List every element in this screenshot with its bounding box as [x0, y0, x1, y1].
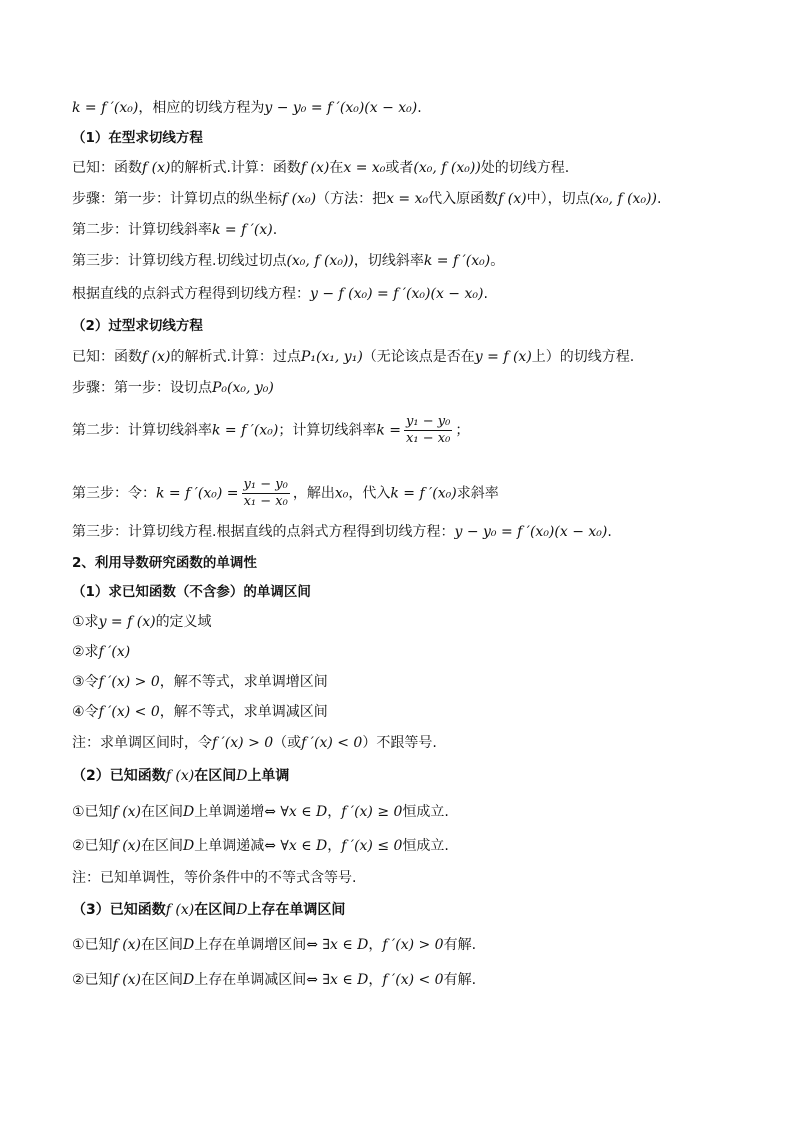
- math-expression: D: [183, 972, 195, 988]
- heading-text: 2、利用导数研究函数的单调性: [72, 555, 257, 571]
- math-expression: k =: [376, 422, 402, 439]
- math-expression: x = x₀: [386, 191, 429, 207]
- text-fragment: 根据直线的点斜式方程得到切线方程：: [72, 286, 310, 302]
- text-fragment: 上）的切线方程.: [531, 349, 635, 365]
- text-fragment: .: [272, 222, 278, 238]
- text-fragment: （或: [273, 735, 302, 751]
- text-fragment: ①求: [72, 614, 99, 630]
- text-fragment: ，代入: [348, 485, 391, 502]
- text-fragment: （2）已知函数: [72, 768, 166, 784]
- math-expression: (x₀, f (x₀)): [413, 160, 481, 176]
- text-fragment: 有解.: [443, 972, 477, 988]
- text-fragment: （无论该点是否在: [362, 349, 475, 365]
- text-fragment: 第三步：计算切线方程.切线过切点: [72, 253, 287, 269]
- math-expression: ⇔ ∃x ∈ D: [306, 937, 369, 953]
- text-fragment: ①已知: [72, 804, 113, 820]
- text-line-11: [72, 414, 469, 447]
- fraction-denominator: x₁ − x₀: [406, 431, 451, 446]
- math-expression: f ′(x) < 0: [98, 704, 160, 720]
- text-fragment: 已知：函数: [72, 160, 142, 176]
- text-fragment: 中），切点: [526, 191, 590, 207]
- text-fragment: 在区间: [194, 902, 237, 918]
- math-expression: y − f (x₀) = f ′(x₀)(x − x₀): [310, 286, 484, 302]
- text-fragment: 的定义域: [155, 614, 212, 630]
- text-fragment: ，解不等式，求单调增区间: [159, 674, 328, 690]
- text-line-19: [72, 702, 328, 722]
- heading-tangent-at-point: [72, 128, 203, 148]
- text-line-27: [72, 970, 476, 990]
- math-expression: D: [236, 768, 248, 784]
- text-fragment: .: [656, 191, 662, 207]
- text-fragment: 恒成立.: [402, 838, 449, 854]
- fraction-denominator: x₁ − x₀: [243, 494, 288, 509]
- text-fragment: ；: [455, 422, 470, 439]
- text-fragment: 第二步：计算切线斜率: [72, 222, 212, 238]
- text-fragment: 注：求单调区间时，令: [72, 735, 212, 751]
- text-fragment: 恒成立.: [402, 804, 449, 820]
- heading-exists-monotonic-interval: [72, 900, 345, 920]
- text-fragment: 步骤：第一步：计算切点的纵坐标: [72, 191, 282, 207]
- math-expression: k = f ′(x₀) =: [156, 485, 239, 502]
- text-fragment: ，: [368, 972, 383, 988]
- text-fragment: 在: [329, 160, 344, 176]
- text-fragment: 在区间: [141, 838, 184, 854]
- math-expression: x = x₀: [343, 160, 386, 176]
- text-fragment: （3）已知函数: [72, 902, 166, 918]
- text-line-7: [72, 284, 488, 304]
- text-fragment: （方法：把: [316, 191, 387, 207]
- math-expression: (x₀, f (x₀)): [286, 253, 354, 269]
- text-fragment: 。: [490, 253, 505, 269]
- math-expression: D: [183, 804, 195, 820]
- math-expression: f (x): [142, 349, 171, 365]
- text-fragment: ，解不等式，求单调减区间: [159, 704, 328, 720]
- text-fragment: 上单调递减: [194, 838, 265, 854]
- text-line-18: [72, 672, 328, 692]
- text-fragment: ，: [327, 838, 342, 854]
- math-expression: ⇔ ∀x ∈ D: [264, 838, 328, 854]
- math-expression: f (x): [165, 768, 195, 784]
- text-line-16: [72, 612, 212, 632]
- math-expression: f (x₀): [282, 191, 317, 207]
- text-line-26: [72, 935, 476, 955]
- text-fragment: 的解析式.计算：过点: [170, 349, 301, 365]
- text-line-10: [72, 378, 274, 398]
- math-expression: k = f ′(x₀): [423, 253, 491, 269]
- fraction: [404, 414, 452, 447]
- text-fragment: 已知：函数: [72, 349, 142, 365]
- text-fragment: 的解析式.计算：函数: [170, 160, 301, 176]
- math-expression: f ′(x) > 0: [98, 674, 160, 690]
- math-expression: f (x): [300, 160, 330, 176]
- math-expression: D: [183, 838, 195, 854]
- text-fragment: 有解.: [443, 937, 477, 953]
- text-fragment: ②已知: [72, 838, 113, 854]
- text-fragment: 上存在单调增区间: [194, 937, 307, 953]
- text-fragment: 在区间: [141, 804, 184, 820]
- text-fragment: 第三步：计算切线方程.根据直线的点斜式方程得到切线方程：: [72, 524, 455, 540]
- text-line-4: [72, 189, 661, 209]
- math-expression: f ′(x) ≤ 0: [341, 838, 403, 854]
- math-expression: P₁(x₁, y₁): [300, 349, 363, 365]
- text-line-24: [72, 868, 356, 888]
- text-fragment: 步骤：第一步：设切点: [72, 380, 212, 396]
- fraction-numerator: y₁ − y₀: [406, 414, 451, 429]
- text-fragment: 上存在单调减区间: [194, 972, 307, 988]
- math-expression: k = f ′(x₀): [212, 422, 279, 439]
- text-fragment: ②已知: [72, 972, 113, 988]
- math-expression: f ′(x) > 0: [212, 735, 274, 751]
- math-expression: f ′(x) < 0: [382, 972, 444, 988]
- text-fragment: 第三步：令：: [72, 485, 156, 502]
- text-fragment: ，: [327, 804, 342, 820]
- text-fragment: 在区间: [141, 937, 184, 953]
- math-expression: f ′(x) ≥ 0: [341, 804, 403, 820]
- text-line-23: [72, 836, 449, 856]
- math-expression: (x₀, f (x₀)): [589, 191, 657, 207]
- math-expression: k = f ′(x₀): [390, 485, 457, 502]
- text-line-5: [72, 220, 277, 240]
- heading-text: （2）过型求切线方程: [72, 318, 203, 334]
- math-expression: D: [236, 902, 248, 918]
- heading-text: （1）在型求切线方程: [72, 130, 203, 146]
- math-expression: ⇔ ∀x ∈ D: [264, 804, 328, 820]
- math-expression: ⇔ ∃x ∈ D: [306, 972, 369, 988]
- text-fragment: 上单调: [247, 768, 290, 784]
- text-line-20: [72, 733, 437, 753]
- text-line-22: [72, 802, 449, 822]
- heading-monotonic-on-D: [72, 766, 289, 786]
- math-expression: f ′(x): [98, 644, 131, 660]
- text-fragment: ③令: [72, 674, 99, 690]
- text-fragment: ④令: [72, 704, 99, 720]
- fraction-numerator: y₁ − y₀: [243, 477, 288, 492]
- text-fragment: .: [417, 100, 422, 116]
- text-fragment: 求斜率: [456, 485, 499, 502]
- math-expression: f (x): [112, 804, 142, 820]
- math-expression: y − y₀ = f ′(x₀)(x − x₀): [264, 100, 418, 116]
- math-expression: y = f (x): [474, 349, 532, 365]
- math-expression: f (x): [498, 191, 527, 207]
- text-fragment: ）不跟等号.: [362, 735, 437, 751]
- heading-text: （1）求已知函数（不含参）的单调区间: [72, 584, 311, 600]
- text-line-12: [72, 477, 499, 510]
- math-expression: f ′(x) > 0: [382, 937, 444, 953]
- text-fragment: ；计算切线斜率: [278, 422, 377, 439]
- math-expression: k = f ′(x): [212, 222, 273, 238]
- heading-monotonic-intervals: [72, 582, 311, 602]
- text-fragment: 注：已知单调性，等价条件中的不等式含等号.: [72, 870, 357, 886]
- math-expression: f ′(x) < 0: [301, 735, 363, 751]
- math-expression: f (x): [142, 160, 171, 176]
- text-line-13: [72, 522, 612, 542]
- text-fragment: ，切线斜率: [353, 253, 424, 269]
- text-fragment: ，相应的切线方程为: [138, 100, 265, 116]
- text-fragment: 在区间: [194, 768, 237, 784]
- text-fragment: 代入原函数: [428, 191, 499, 207]
- math-expression: y = f (x): [98, 614, 156, 630]
- text-fragment: 上存在单调区间: [247, 902, 346, 918]
- text-fragment: ②求: [72, 644, 99, 660]
- text-line-1: [72, 98, 422, 118]
- math-expression: y − y₀ = f ′(x₀)(x − x₀): [454, 524, 608, 540]
- text-line-9: [72, 347, 634, 367]
- math-expression: f (x): [112, 937, 142, 953]
- text-line-6: [72, 251, 504, 271]
- fraction: [242, 477, 290, 510]
- text-fragment: ，解出: [292, 485, 335, 502]
- text-fragment: ，: [368, 937, 383, 953]
- text-fragment: ①已知: [72, 937, 113, 953]
- math-expression: P₀(x₀, y₀): [212, 380, 274, 396]
- text-line-3: [72, 158, 569, 178]
- math-expression: x₀: [334, 485, 349, 502]
- math-expression: k = f ′(x₀): [72, 100, 139, 116]
- text-fragment: .: [483, 286, 488, 302]
- math-expression: f (x): [112, 838, 142, 854]
- text-fragment: 在区间: [141, 972, 184, 988]
- text-fragment: 或者: [385, 160, 414, 176]
- text-fragment: 第二步：计算切线斜率: [72, 422, 212, 439]
- heading-monotonicity: [72, 553, 257, 573]
- math-expression: f (x): [112, 972, 142, 988]
- math-expression: f (x): [165, 902, 195, 918]
- text-fragment: 处的切线方程.: [480, 160, 570, 176]
- text-line-17: [72, 642, 130, 662]
- math-expression: D: [183, 937, 195, 953]
- heading-tangent-through-point: [72, 316, 203, 336]
- text-fragment: .: [607, 524, 612, 540]
- text-fragment: 上单调递增: [194, 804, 265, 820]
